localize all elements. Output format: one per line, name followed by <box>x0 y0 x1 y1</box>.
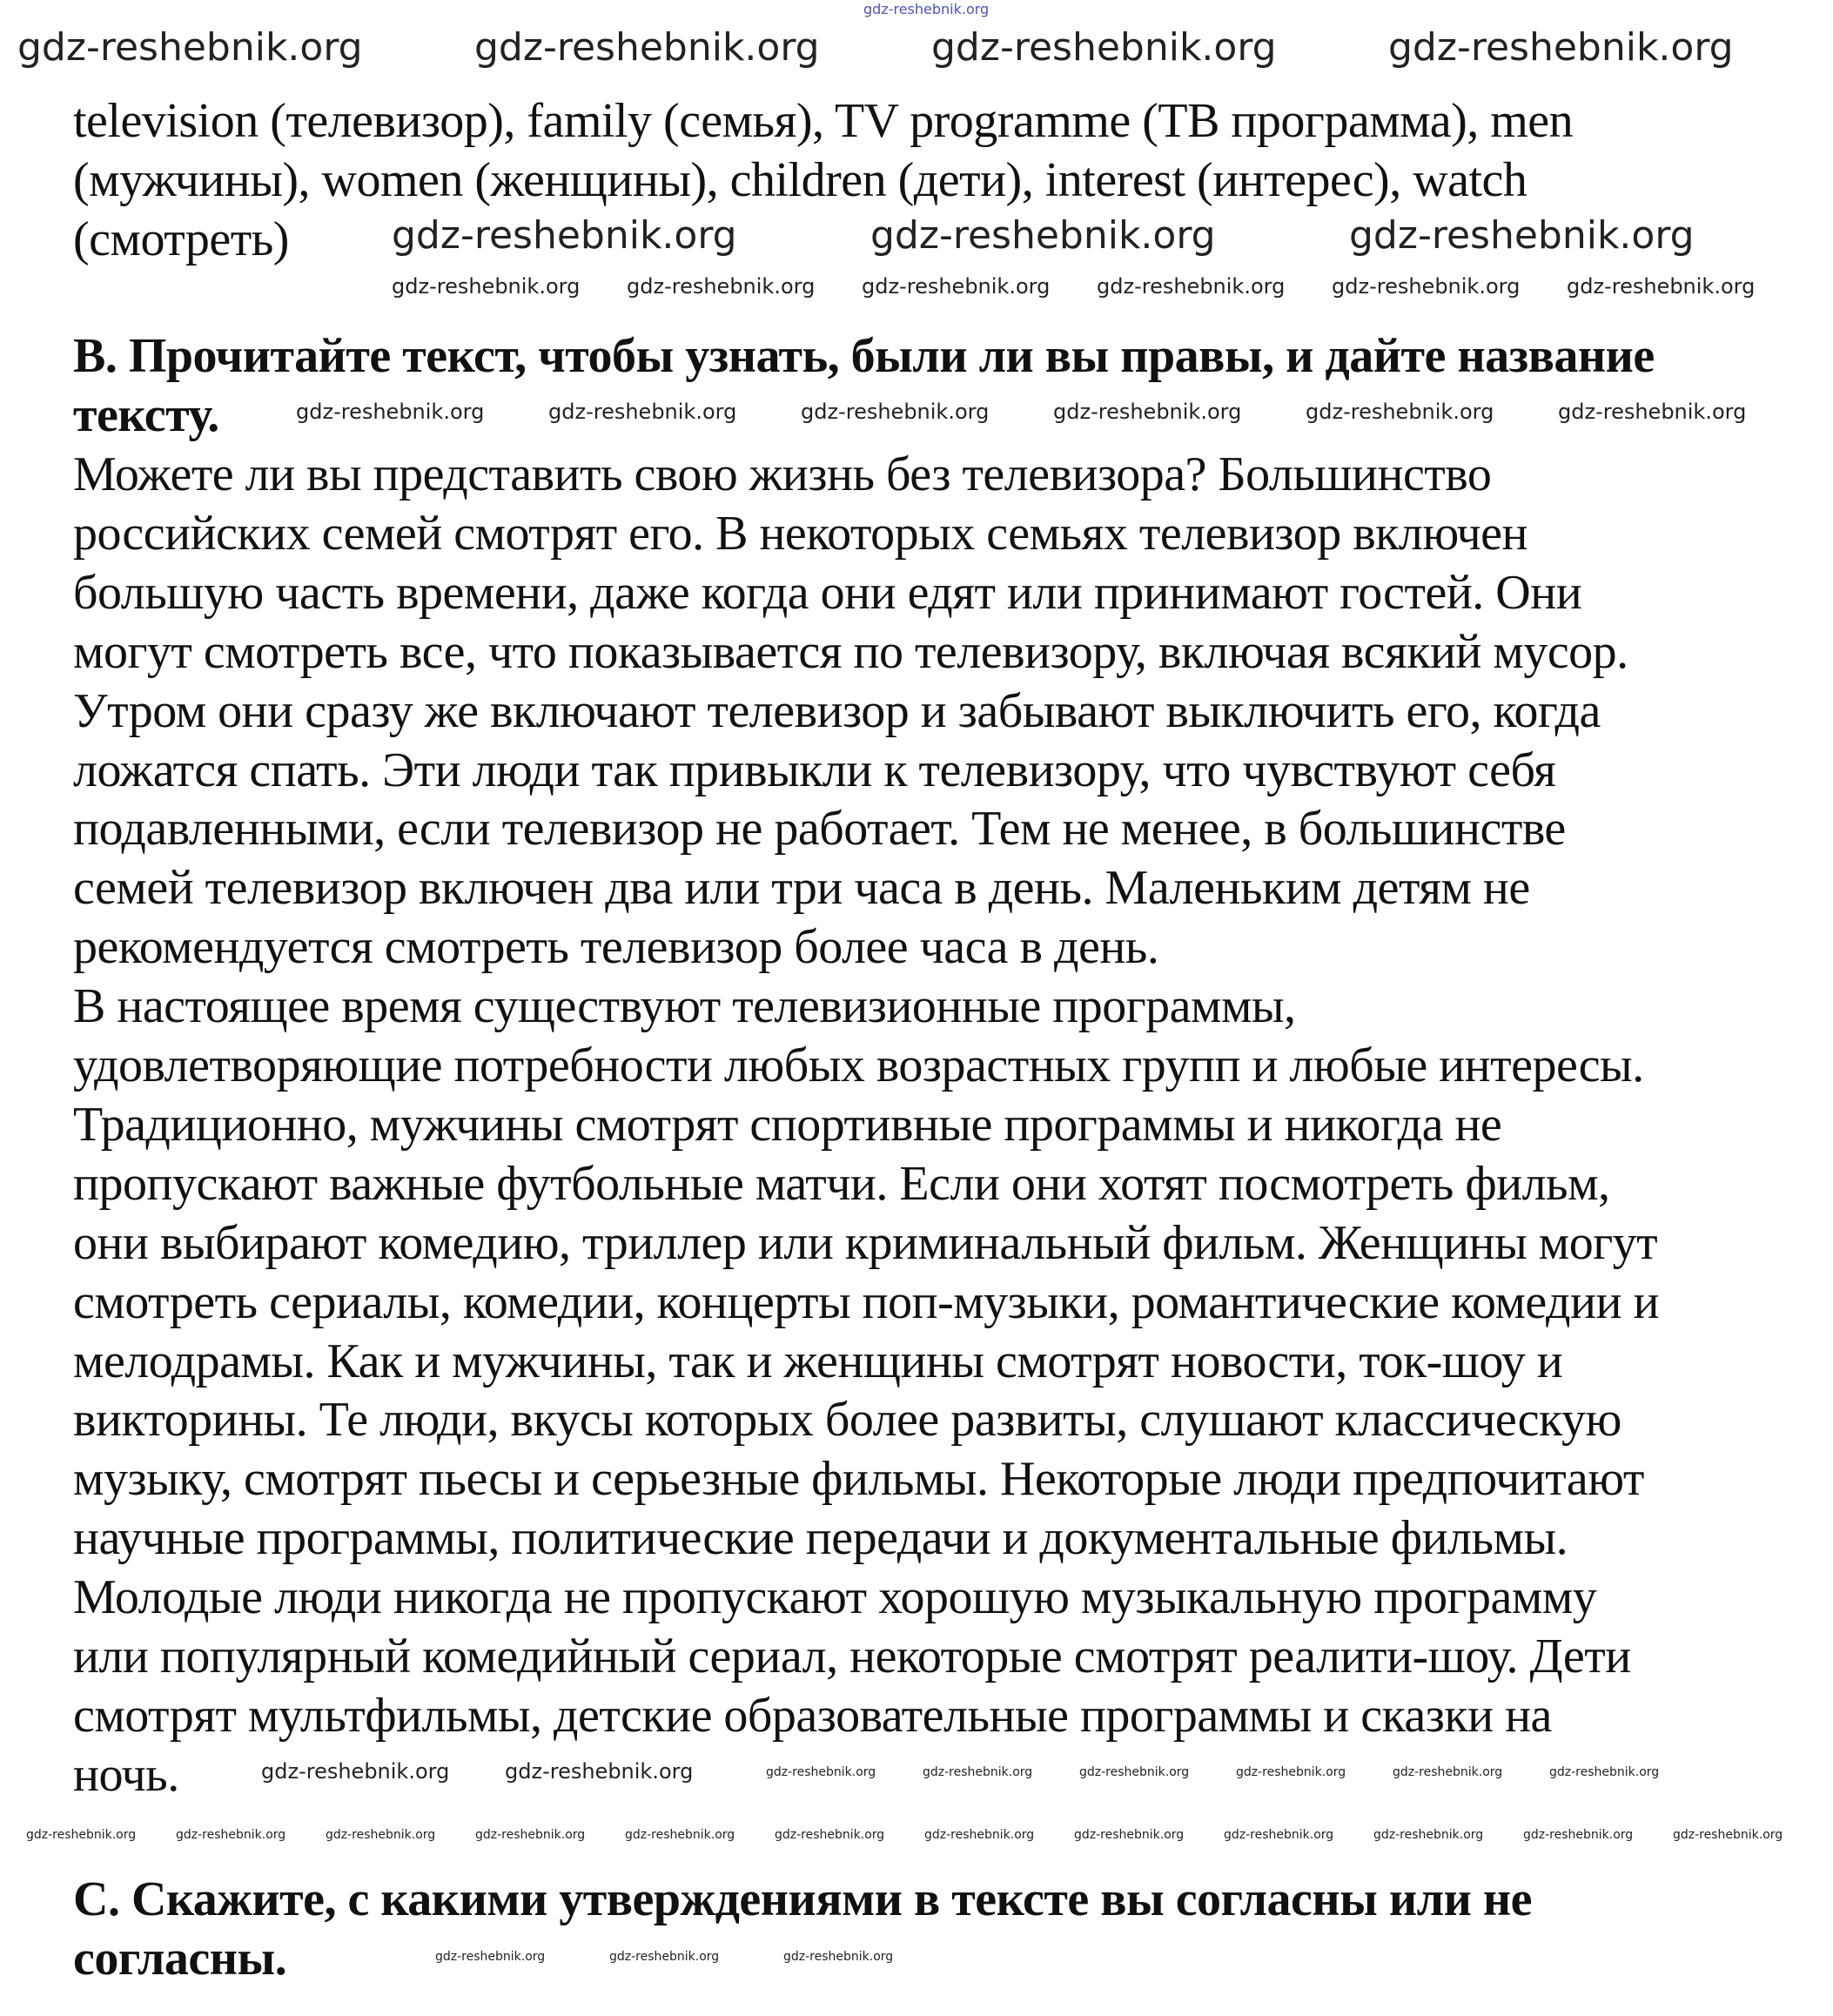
section-b-text-line: научные программы, политические передачи и документальные фильмы. <box>73 1511 1568 1566</box>
section-b-text-line: В настоящее время существуют телевизионные программы, <box>73 979 1296 1034</box>
watermark: gdz-reshebnik.org <box>261 1759 450 1784</box>
watermark: gdz-reshebnik.org <box>435 1950 546 1964</box>
watermark: gdz-reshebnik.org <box>924 1828 1035 1842</box>
watermark: gdz-reshebnik.org <box>475 1828 586 1842</box>
watermark: gdz-reshebnik.org <box>1224 1828 1334 1842</box>
watermark: gdz-reshebnik.org <box>1523 1828 1634 1842</box>
watermark: gdz-reshebnik.org <box>625 1828 735 1842</box>
watermark: gdz-reshebnik.org <box>17 25 363 70</box>
watermark: gdz-reshebnik.org <box>1373 1828 1484 1842</box>
section-b-text-line: ложатся спать. Эти люди так привыкли к телевизору, что чувствуют себя <box>73 743 1556 797</box>
section-b-text-line: пропускают важные футбольные матчи. Если они хотят посмотреть фильм, <box>73 1156 1610 1211</box>
watermark: gdz-reshebnik.org <box>862 274 1051 299</box>
section-b-text-line: Можете ли вы представить свою жизнь без телевизора? Большинство <box>73 447 1492 501</box>
section-b-text-line: музыку, смотрят пьесы и серьезные фильмы. Некоторые люди предпочитают <box>73 1452 1644 1507</box>
watermark: gdz-reshebnik.org <box>1053 400 1242 424</box>
section-b-text-line: они выбирают комедию, триллер или криминальный фильм. Женщины могут <box>73 1215 1658 1270</box>
watermark: gdz-reshebnik.org <box>1549 1765 1660 1779</box>
watermark: gdz-reshebnik.org <box>26 1828 137 1842</box>
watermark: gdz-reshebnik.org <box>392 274 581 299</box>
watermark: gdz-reshebnik.org <box>1306 400 1494 424</box>
vocabulary-line: television (телевизор), family (семья), TV programme (ТВ программа), men <box>73 94 1574 148</box>
section-b-text-line: Молодые люди никогда не пропускают хорошую музыкальную программу <box>73 1570 1597 1625</box>
watermark: gdz-reshebnik.org <box>870 213 1216 258</box>
section-b-text-line: ночь. <box>73 1747 179 1802</box>
watermark: gdz-reshebnik.org <box>609 1950 720 1964</box>
section-b-text-line: семей телевизор включен два или три часа в день. Маленьким детям не <box>73 861 1530 916</box>
watermark: gdz-reshebnik.org <box>1074 1828 1185 1842</box>
watermark: gdz-reshebnik.org <box>766 1765 876 1779</box>
watermark: gdz-reshebnik.org <box>931 25 1277 70</box>
section-b-text-line: подавленными, если телевизор не работает. Тем не менее, в большинстве <box>73 802 1566 857</box>
section-b-text-line: смотреть сериалы, комедии, концерты поп-музыки, романтические комедии и <box>73 1274 1659 1329</box>
watermark: gdz-reshebnik.org <box>1567 274 1756 299</box>
watermark: gdz-reshebnik.org <box>474 25 820 70</box>
watermark: gdz-reshebnik.org <box>627 274 816 299</box>
section-b-text-line: рекомендуется смотреть телевизор более часа в день. <box>73 920 1159 975</box>
watermark: gdz-reshebnik.org <box>1349 213 1695 258</box>
watermark: gdz-reshebnik.org <box>1332 274 1521 299</box>
section-b-text-line: Утром они сразу же включают телевизор и забывают выключить его, когда <box>73 683 1601 738</box>
watermark: gdz-reshebnik.org <box>801 400 990 424</box>
watermark: gdz-reshebnik.org <box>326 1828 436 1842</box>
section-b-text-line: мелодрамы. Как и мужчины, так и женщины смотрят новости, ток-шоу и <box>73 1334 1563 1388</box>
section-b-heading: B. Прочитайте текст, чтобы узнать, были ли вы правы, и дайте название <box>73 329 1655 383</box>
watermark-header: gdz-reshebnik.org <box>863 1 990 17</box>
section-b-text-line: большую часть времени, даже когда они едят или принимают гостей. Они <box>73 565 1582 620</box>
watermark: gdz-reshebnik.org <box>775 1828 885 1842</box>
section-b-text-line: удовлетворяющие потребности любых возрастных групп и любые интересы. <box>73 1038 1644 1092</box>
section-b-text-line: или популярный комедийный сериал, некоторые смотрят реалити-шоу. Дети <box>73 1630 1631 1683</box>
watermark: gdz-reshebnik.org <box>1236 1765 1346 1779</box>
watermark: gdz-reshebnik.org <box>1079 1765 1190 1779</box>
section-c-heading: C. Скажите, с какими утверждениями в тексте вы согласны или не <box>73 1872 1532 1926</box>
watermark: gdz-reshebnik.org <box>548 400 737 424</box>
vocabulary-line: (смотреть) <box>73 212 289 266</box>
watermark: gdz-reshebnik.org <box>296 400 485 424</box>
watermark: gdz-reshebnik.org <box>1097 274 1286 299</box>
watermark: gdz-reshebnik.org <box>1673 1828 1783 1842</box>
watermark: gdz-reshebnik.org <box>1388 25 1734 70</box>
watermark: gdz-reshebnik.org <box>1558 400 1747 424</box>
watermark: gdz-reshebnik.org <box>1393 1765 1503 1779</box>
watermark: gdz-reshebnik.org <box>176 1828 286 1842</box>
section-b-text-line: викторины. Те люди, вкусы которых более развиты, слушают классическую <box>73 1393 1622 1448</box>
watermark: gdz-reshebnik.org <box>392 213 737 258</box>
watermark: gdz-reshebnik.org <box>923 1765 1033 1779</box>
section-b-text-line: могут смотреть все, что показывается по телевизору, включая всякий мусор. <box>73 624 1628 679</box>
section-b-text-line: Традиционно, мужчины смотрят спортивные программы и никогда не <box>73 1097 1502 1152</box>
section-b-heading: тексту. <box>73 388 219 442</box>
watermark: gdz-reshebnik.org <box>505 1759 694 1784</box>
vocabulary-line: (мужчины), women (женщины), children (дети), interest (интерес), watch <box>73 153 1528 207</box>
section-b-text-line: смотрят мультфильмы, детские образовательные программы и сказки на <box>73 1688 1552 1743</box>
section-c-heading: согласны. <box>73 1932 287 1986</box>
section-b-text-line: российских семей смотрят его. В некоторых семьях телевизор включен <box>73 506 1528 561</box>
watermark: gdz-reshebnik.org <box>783 1950 894 1964</box>
